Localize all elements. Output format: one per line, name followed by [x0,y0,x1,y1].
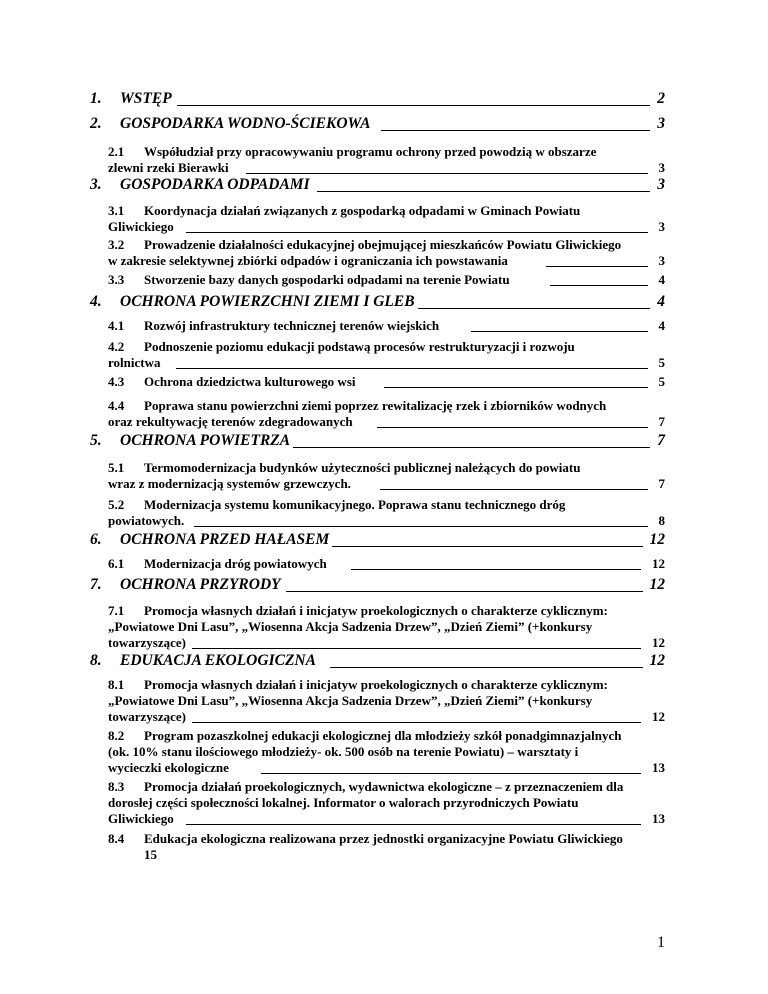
section-number: 8.4 [108,831,125,846]
section-number: 3.1 [108,203,125,218]
page-number: 4 [658,272,665,287]
page-number: 12 [649,576,665,593]
dot-leader [546,266,648,267]
chapter-number: 6. [90,531,102,548]
page-number: 15 [144,847,157,862]
section-number: 4.4 [108,398,125,413]
section-title: Modernizacja dróg powiatowych [144,556,327,571]
chapter-number: 8. [90,652,102,669]
chapter-title: OCHRONA POWIETRZA [120,432,291,449]
page-number: 13 [652,760,665,775]
section-title-continued-2: towarzyszące) [108,709,186,724]
chapter-title: OCHRONA PRZED HAŁASEM [120,531,330,548]
section-number: 6.1 [108,556,125,571]
dot-leader [380,489,648,490]
section-title-continued: w zakresie selektywnej zbiórki odpadów i ograniczania ich powstawania [108,253,508,268]
section-number: 3.2 [108,237,125,252]
dot-leader [186,232,648,233]
chapter-number: 3. [90,176,102,193]
chapter-title: EDUKACJA EKOLOGICZNA [120,652,316,669]
page-number: 12 [652,635,665,650]
dot-leader [194,526,648,527]
section-title: Stworzenie bazy danych gospodarki odpadami na terenie Powiatu [144,272,510,287]
chapter-number: 4. [90,293,102,310]
section-number: 8.1 [108,677,125,692]
section-title-continued: (ok. 10% stanu ilościowego młodzieży- ok. 500 osób na terenie Powiatu) – warsztaty i [108,744,579,759]
dot-leader [176,368,648,369]
section-number: 4.2 [108,339,125,354]
section-title-continued: Gliwickiego [108,219,174,234]
section-number: 5.2 [108,497,125,512]
dot-leader [177,105,650,106]
section-number: 3.3 [108,272,125,287]
chapter-title: GOSPODARKA WODNO-ŚCIEKOWA [120,115,371,132]
dot-leader [192,648,641,649]
section-title-continued-2: wycieczki ekologiczne [108,760,229,775]
section-title: Program pozaszkolnej edukacji ekologicznej dla młodzieży szkół ponadgimnazjalnych [144,728,622,743]
section-title-continued: „Powiatowe Dni Lasu”, „Wiosenna Akcja Sadzenia Drzew”, „Dzień Ziemi” (+konkursy [108,693,593,708]
chapter-title: OCHRONA POWIERZCHNI ZIEMI I GLEB [120,293,415,310]
section-title-continued: wraz z modernizacją systemów grzewczych. [108,476,351,491]
page-number: 2 [657,90,665,107]
page-number: 4 [657,293,665,310]
section-title-continued: zlewni rzeki Bierawki [108,160,229,175]
section-title-continued: dorosłej części społeczności lokalnej. Informator o walorach przyrodniczych Powiatu [108,795,579,810]
page-number: 4 [658,318,665,333]
page-number: 8 [658,513,665,528]
dot-leader [381,130,650,131]
section-title: Podnoszenie poziomu edukacji podstawą procesów restrukturyzacji i rozwoju [144,339,575,354]
dot-leader [246,173,648,174]
page-number: 3 [658,219,665,234]
dot-leader [351,569,641,570]
dot-leader [418,308,650,309]
chapter-number: 7. [90,576,102,593]
page-number: 3 [658,253,665,268]
section-title: Promocja działań proekologicznych, wydawnictwa ekologiczne – z przeznaczeniem dla [144,779,624,794]
dot-leader [186,824,641,825]
page-number: 3 [657,115,665,132]
dot-leader [332,546,643,547]
dot-leader [293,447,650,448]
section-title-continued: oraz rekultywację terenów zdegradowanych [108,414,353,429]
section-title: Rozwój infrastruktury technicznej terenów wiejskich [144,318,440,333]
section-title: Prowadzenie działalności edukacyjnej obejmującej mieszkańców Powiatu Gliwickiego [144,237,622,252]
section-title: Współudział przy opracowywaniu programu ochrony przed powodzią w obszarze [144,144,597,159]
page-number: 5 [658,355,665,370]
section-title: Ochrona dziedzictwa kulturowego wsi [144,374,356,389]
section-title-continued: rolnictwa [108,355,161,370]
page-number: 12 [649,531,665,548]
section-title: Koordynacja działań związanych z gospodarką odpadami w Gminach Powiatu [144,203,581,218]
chapter-number: 5. [90,432,102,449]
section-title-continued: powiatowych. [108,513,185,528]
dot-leader [384,387,648,388]
section-number: 7.1 [108,603,125,618]
section-title: Modernizacja systemu komunikacyjnego. Poprawa stanu technicznego dróg [144,497,566,512]
dot-leader [192,722,641,723]
page-number: 7 [657,432,665,449]
section-title: Promocja własnych działań i inicjatyw proekologicznych o charakterze cyklicznym: [144,603,608,618]
chapter-title: OCHRONA PRZYRODY [120,576,281,593]
page-number: 13 [652,811,665,826]
dot-leader [377,427,648,428]
chapter-number: 2. [90,115,102,132]
section-title-continued-2: Gliwickiego [108,811,174,826]
page-number: 3 [657,176,665,193]
section-title-continued: „Powiatowe Dni Lasu”, „Wiosenna Akcja Sadzenia Drzew”, „Dzień Ziemi” (+konkursy [108,619,593,634]
section-title: Poprawa stanu powierzchni ziemi poprzez rewitalizację rzek i zbiorników wodnych [144,398,607,413]
section-number: 5.1 [108,460,125,475]
section-number: 8.2 [108,728,125,743]
page-number: 12 [652,709,665,724]
section-title: Promocja własnych działań i inicjatyw proekologicznych o charakterze cyklicznym: [144,677,608,692]
section-number: 4.3 [108,374,125,389]
chapter-title: WSTĘP [120,90,172,107]
page-number: 7 [658,476,665,491]
chapter-number: 1. [90,90,102,107]
page-number: 12 [652,556,665,571]
footer-page-number: 1 [657,934,665,951]
section-number: 4.1 [108,318,125,333]
dot-leader [471,331,648,332]
section-number: 8.3 [108,779,125,794]
section-title: Termomodernizacja budynków użyteczności publicznej należących do powiatu [144,460,581,475]
section-title-continued-2: towarzyszące) [108,635,186,650]
chapter-title: GOSPODARKA ODPADAMI [120,176,310,193]
page-number: 3 [658,160,665,175]
section-number: 2.1 [108,144,125,159]
dot-leader [550,285,648,286]
dot-leader [286,591,643,592]
dot-leader [317,191,650,192]
page-number: 12 [649,652,665,669]
dot-leader [330,667,643,668]
page-number: 5 [658,374,665,389]
page-number: 7 [658,414,665,429]
dot-leader [261,773,641,774]
section-title: Edukacja ekologiczna realizowana przez jednostki organizacyjne Powiatu Gliwickiego [144,831,623,846]
